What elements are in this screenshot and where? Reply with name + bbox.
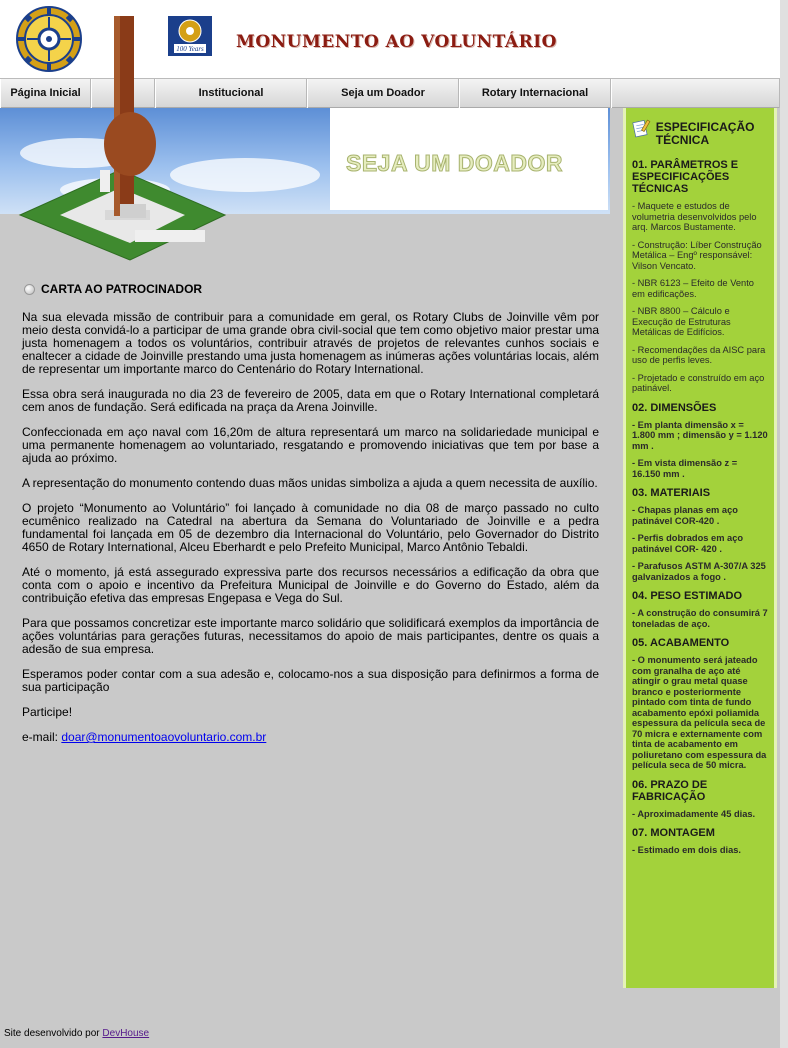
badge-text: 100 Years	[176, 45, 204, 53]
centennial-badge	[168, 16, 212, 56]
main-content	[22, 283, 599, 756]
paragraph: O projeto “Monumento ao Voluntário” foi lançado à comunidade no dia 08 de março passado no culto ecumênico realizado na Catedral na abertura da Semana do Voluntariado de Joinville e a pedra fundamental foi lançada em 05 de dezembro dia Internacional do Voluntário, pelo Governador do Distrito 4650 de Rotary International, Alceu Eberhardt e pelo Prefeito Municipal, Marco Antônio Tebaldi.	[22, 501, 599, 554]
sidebar-spec-item: - Maquete e estudos de volumetria desenvolvidos pelo arq. Marcos Bustamente.	[632, 201, 757, 232]
paragraph: Essa obra será inaugurada no dia 23 de fevereiro de 2005, data em que o Rotary International completará cem anos de fundação. Será edificada na praça da Arena Joinville.	[22, 387, 599, 414]
sidebar-spec-item: - Projetado e construído em aço patinável.	[632, 372, 765, 393]
paragraph: Para que possamos concretizar este importante marco solidário que solidificará exemplos da importância de ações voluntárias para gerações futuras, necessitamos do apoio de mais participantes, dentre os quais a adesão de sua empresa.	[22, 616, 599, 656]
sidebar-section-heading: 02. DIMENSÕES	[632, 401, 717, 414]
paragraph: Confeccionada em aço naval com 16,20m de altura representará um marco na solidariedade municipal e uma permanente homenagem ao voluntariado, resgatando e promovendo iniciativas que tem por base a ajuda ao próximo.	[22, 425, 599, 465]
sidebar-spec-item: - Perfis dobrados em aço patinável COR- 420 .	[632, 533, 744, 554]
sidebar-spec-item: - NBR 8800 – Cálculo e Execução de Estruturas Metálicas de Edifícios.	[632, 306, 731, 337]
nav-home[interactable]: Página Inicial	[0, 79, 91, 108]
nav-empty	[611, 79, 780, 108]
nav-institucional[interactable]: Institucional	[155, 79, 307, 108]
nav-rotary-internacional[interactable]: Rotary Internacional	[459, 79, 611, 108]
sidebar-section-heading: 04. PESO ESTIMADO	[632, 590, 743, 602]
sidebar-section-heading: 01. PARÂMETROS E ESPECIFICAÇÕES TÉCNICAS	[632, 159, 739, 195]
sidebar-spec-item: - Chapas planas em aço patinável COR-420 .	[632, 505, 738, 526]
monument-sculpture	[100, 14, 160, 226]
paragraph: Na sua elevada missão de contribuir para a comunidade em geral, os Rotary Clubs de Joinville vêm por meio desta convidá-lo a participar de uma grande obra civil-social que tem como objetivo maior prestar uma justa homenagem a todos os voluntários, contribuir através de projetos de relevantes cunhos sociais e enaltecer a cidade de Joinville prestando uma justa homenagem as inúmeras ações voluntárias locais, além de representar um importante marco do Centenário do Rotary International.	[22, 310, 599, 376]
sidebar-sections	[632, 159, 768, 856]
sidebar-spec-item: - Estimado em dois dias.	[632, 845, 742, 855]
bullet-icon	[24, 284, 35, 295]
banner-title: SEJA UM DOADOR	[346, 150, 563, 176]
sidebar-section-heading: 05. ACABAMENTO	[632, 637, 730, 649]
section-header	[24, 283, 599, 296]
sidebar-header	[632, 115, 768, 147]
sidebar-section-heading: 06. PRAZO DE FABRICAÇÃO	[632, 778, 708, 803]
tech-spec-sidebar	[623, 108, 777, 988]
email-label: e-mail:	[22, 730, 62, 744]
sidebar-spec-item: - Em vista dimensão z = 16.150 mm .	[632, 458, 738, 479]
email-link[interactable]: doar@monumentoaovoluntario.com.br	[61, 730, 267, 744]
sidebar-section-heading: 03. MATERIAIS	[632, 487, 711, 499]
paragraph: A representação do monumento contendo duas mãos unidas simboliza a ajuda a quem necessita de auxílio.	[22, 476, 598, 490]
right-edge-strip	[780, 0, 788, 1048]
sidebar-section-heading: 07. MONTAGEM	[632, 827, 715, 839]
paragraph: Participe!	[22, 705, 73, 719]
paragraph: Esperamos poder contar com a sua adesão e, colocamo-nos a sua disposição para definirmos a forma de sua participação	[22, 667, 599, 694]
sidebar-spec-item: - Recomendações da AISC para uso de perfis leves.	[632, 344, 766, 365]
footer-text: Site desenvolvido por	[4, 1028, 103, 1039]
section-title: CARTA AO PATROCINADOR	[41, 282, 203, 296]
sidebar-spec-item: - Aproximadamente 45 dias.	[632, 808, 756, 819]
sidebar-spec-item: - NBR 6123 – Efeito de Vento em edificações.	[632, 278, 754, 299]
sidebar-spec-item: - A construção do consumirá 7 toneladas de aço.	[632, 608, 768, 629]
site-title: MONUMENTO AO VOLUNTÁRIO	[236, 32, 557, 52]
sidebar-spec-item: - Em planta dimensão x = 1.800 mm ; dimensão y = 1.120 mm .	[632, 419, 768, 451]
sidebar-spec-item: - O monumento será jateado com granalha de aço até atingir o grau metal quase branco e posteriormente pintado com tinta de fundo acabamento epóxi poliamida espessura da película seca de 70 micra e externamente com tinta de acabamento em poliuretano com espessura da película seca de 50 micra.	[632, 655, 767, 770]
email-line	[22, 731, 599, 744]
paragraph: Até o momento, já está assegurado expressiva parte dos recursos necessários a edificação da obra que conta com o apoio e incentivo da Prefeitura Municipal de Joinville e do Governo do Estado, além da contribuição efetiva das empresas Engepasa e Vega do Sul.	[22, 565, 599, 605]
sidebar-spec-item: - Parafusos ASTM A-307/A 325 galvanizados a fogo .	[632, 561, 766, 582]
footer-link[interactable]: DevHouse	[102, 1028, 150, 1039]
rotary-logo[interactable]	[15, 5, 83, 73]
document-pencil-icon	[632, 115, 651, 141]
nav-seja-um-doador[interactable]: Seja um Doador	[307, 79, 459, 108]
sidebar-spec-item: - Construção: Líber Construção Metálica – Engº responsável: Vilson Vencato.	[632, 239, 762, 271]
footer	[4, 1028, 149, 1039]
sidebar-title: ESPECIFICAÇÃO TÉCNICA	[655, 120, 755, 147]
